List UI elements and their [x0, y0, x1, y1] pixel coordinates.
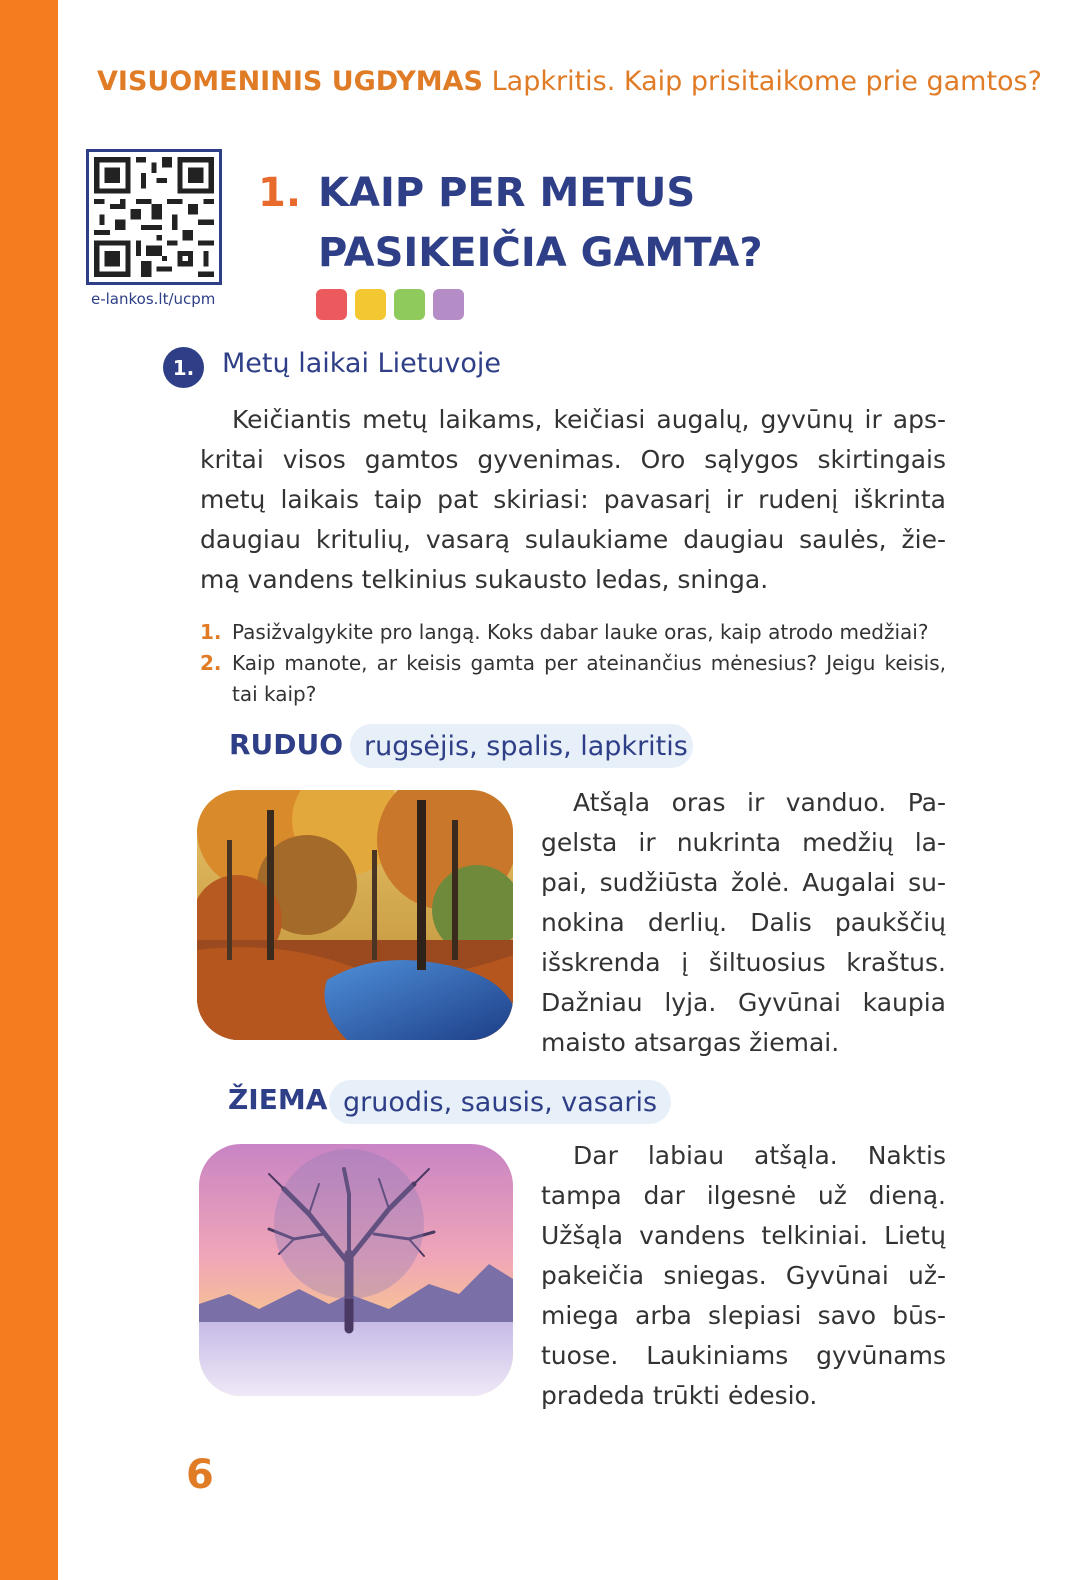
question-list	[200, 617, 946, 710]
question-item	[200, 648, 946, 710]
autumn-heading: RUDUO	[229, 728, 344, 761]
autumn-line: Atšąla oras ir vanduo. Pa-	[573, 788, 946, 817]
intro-line: mą vandens telkinius sukausto ledas, sninga.	[200, 565, 769, 594]
winter-heading: ŽIEMA	[228, 1083, 328, 1116]
winter-line: Dar labiau atšąla. Naktis	[573, 1141, 946, 1170]
intro-line: Keičiantis metų laikams, keičiasi augalų, gyvūnų ir aps-	[232, 405, 946, 434]
question-item	[200, 617, 946, 648]
green-dot-icon	[394, 289, 425, 320]
winter-line: tuose. Laukiniams gyvūnams	[541, 1341, 946, 1370]
header-subject: VISUOMENINIS UGDYMAS	[97, 66, 484, 97]
question-text: Pasižvalgykite pro langą. Koks dabar lauke oras, kaip atrodo medžiai?	[232, 620, 929, 644]
winter-months-pill: gruodis, sausis, vasaris	[329, 1080, 671, 1124]
winter-tree-photo-icon	[199, 1144, 513, 1396]
intro-line: kritai visos gamtos gyvenimas. Oro sąlygos skirtingais	[200, 445, 946, 474]
page-header	[97, 66, 1042, 97]
autumn-line: Dažniau lyja. Gyvūnai kaupia	[541, 988, 946, 1017]
autumn-line: maisto atsargas žiemai.	[541, 1028, 840, 1057]
autumn-paragraph	[541, 783, 946, 1063]
yellow-dot-icon	[355, 289, 386, 320]
winter-line: tampa dar ilgesnė už dieną.	[541, 1181, 946, 1210]
intro-paragraph	[200, 400, 946, 600]
intro-line: metų laikais taip pat skiriasi: pavasarį ir rudenį iškrinta	[200, 485, 946, 514]
side-accent-bar	[0, 0, 58, 1580]
intro-line: daugiau kritulių, vasarą sulaukiame daugiau saulės, žie-	[200, 525, 946, 554]
winter-paragraph	[541, 1136, 946, 1416]
lesson-title-line1: KAIP PER METUS	[318, 170, 696, 216]
question-text: Kaip manote, ar keisis gamta per ateinančius mėnesius? Jeigu keisis, tai kaip?	[232, 651, 946, 706]
question-number: 2.	[200, 651, 222, 675]
red-dot-icon	[316, 289, 347, 320]
autumn-line: gelsta ir nukrinta medžių la-	[541, 828, 946, 857]
winter-line: pakeičia sniegas. Gyvūnai už-	[541, 1261, 946, 1290]
winter-line: Užšąla vandens telkiniai. Lietų	[541, 1221, 946, 1250]
header-topic: Lapkritis. Kaip prisitaikome prie gamtos?	[491, 66, 1042, 97]
winter-line: miega arba slepiasi savo būs-	[541, 1301, 946, 1330]
winter-line: pradeda trūkti ėdesio.	[541, 1381, 818, 1410]
autumn-line: išskrenda į šiltuosius kraštus.	[541, 948, 946, 977]
lesson-number: 1.	[258, 170, 302, 216]
page-number: 6	[186, 1452, 214, 1498]
autumn-line: nokina derlių. Dalis paukščių	[541, 908, 946, 937]
purple-dot-icon	[433, 289, 464, 320]
section-number-badge: 1.	[163, 347, 204, 388]
lesson-title-line2: PASIKEIČIA GAMTA?	[318, 230, 763, 276]
autumn-forest-photo-icon	[197, 790, 513, 1040]
color-dots	[316, 289, 464, 320]
qr-code-icon[interactable]	[86, 149, 222, 285]
question-number: 1.	[200, 620, 222, 644]
qr-link[interactable]: e-lankos.lt/ucpm	[91, 290, 216, 308]
section-title: Metų laikai Lietuvoje	[222, 348, 501, 379]
autumn-months-pill: rugsėjis, spalis, lapkritis	[350, 724, 693, 768]
autumn-line: pai, sudžiūsta žolė. Augalai su-	[541, 868, 946, 897]
